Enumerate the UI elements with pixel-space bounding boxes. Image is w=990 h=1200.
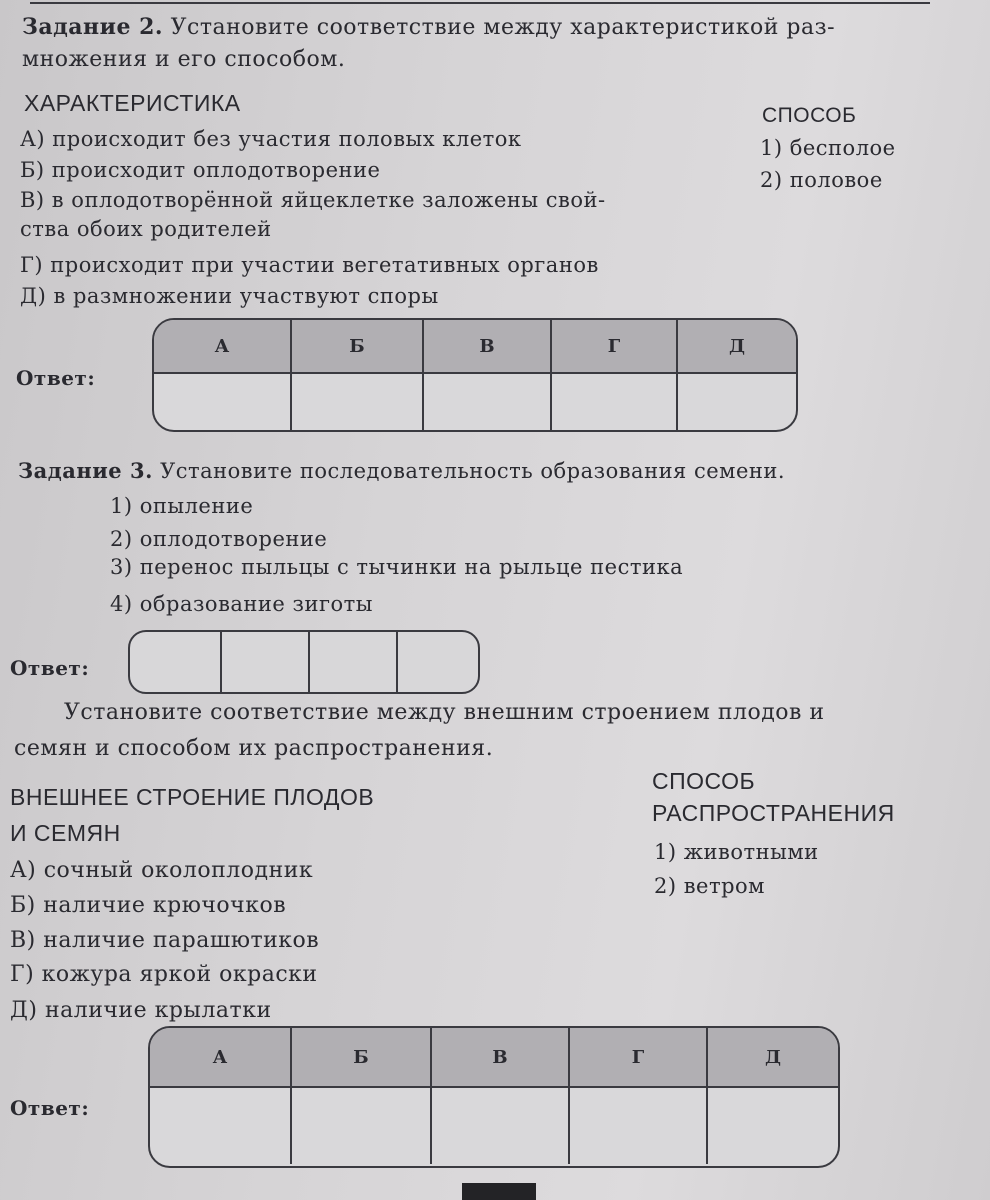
task4-col-e: Д: [764, 1046, 781, 1068]
task3-answer-label: Ответ:: [10, 656, 90, 680]
task4-answer-row: [150, 1088, 838, 1164]
task2-option-2: 2) половое: [760, 168, 883, 192]
task4-intro-line2: семян и способом их распространения.: [14, 736, 494, 761]
task4-left-header-1: ВНЕШНЕЕ СТРОЕНИЕ ПЛОДОВ: [10, 784, 375, 810]
task3-answer-cell-3[interactable]: [310, 632, 398, 692]
task3-item-1: 1) опыление: [110, 494, 254, 518]
task4-right-header-1: СПОСОБ: [652, 768, 756, 794]
task3-answer-cell-2[interactable]: [222, 632, 310, 692]
task4-item-d: Г) кожура яркой окраски: [10, 962, 318, 987]
task4-answer-cell-c[interactable]: [432, 1088, 570, 1164]
task4-item-b: Б) наличие крючочков: [10, 893, 287, 918]
task2-item-a: А) происходит без участия половых клеток: [20, 127, 522, 151]
task4-answer-cell-d[interactable]: [570, 1088, 708, 1164]
task2-option-1: 1) бесполое: [760, 136, 896, 160]
task2-item-c: В) в оплодотворённой яйцеклетке заложены свой-: [20, 188, 606, 212]
task2-item-d: Г) происходит при участии вегетативных органов: [20, 253, 599, 277]
task2-answer-row: [154, 374, 796, 430]
task3-item-3: 3) перенос пыльцы с тычинки на рыльце пестика: [110, 555, 684, 579]
task2-answer-cell-c[interactable]: [424, 374, 552, 430]
task2-answer-label: Ответ:: [16, 366, 96, 390]
task2-title-line1: [22, 14, 835, 40]
task3-answer-cell-1[interactable]: [130, 632, 222, 692]
task2-col-a: А: [154, 320, 292, 372]
task2-answer-cell-a[interactable]: [154, 374, 292, 430]
task2-answer-cell-d[interactable]: [552, 374, 678, 430]
task4-col-c: В: [432, 1028, 570, 1086]
task3-title: [18, 458, 785, 483]
task4-option-1: 1) животными: [654, 840, 819, 864]
top-rule: [30, 2, 930, 4]
page-edge-tab: [462, 1183, 536, 1200]
task2-answer-cell-b[interactable]: [292, 374, 424, 430]
task2-item-c-cont: ства обоих родителей: [20, 217, 272, 241]
task4-item-c: В) наличие парашютиков: [10, 928, 320, 953]
task3-item-4: 4) образование зиготы: [110, 592, 373, 616]
task2-col-d: Г: [552, 320, 678, 372]
task2-item-b: Б) происходит оплодотворение: [20, 158, 381, 182]
task2-title-line2: множения и его способом.: [22, 47, 346, 72]
task4-item-e: Д) наличие крылатки: [10, 998, 272, 1023]
task2-label: Задание 2.: [22, 14, 164, 40]
task4-col-b: Б: [292, 1028, 432, 1086]
task2-answer-cell-e[interactable]: [678, 374, 796, 430]
task4-answer-label: Ответ:: [10, 1096, 90, 1120]
task2-col-b: Б: [292, 320, 424, 372]
task2-col-c: В: [424, 320, 552, 372]
task2-item-e: Д) в размножении участвуют споры: [20, 284, 439, 308]
task4-right-header-2: РАСПРОСТРАНЕНИЯ: [652, 800, 895, 826]
task2-right-header: СПОСОБ: [762, 104, 857, 127]
task4-answer-cell-e[interactable]: [708, 1088, 838, 1164]
task2-col-e: Д: [728, 335, 745, 357]
task4-answer-cell-b[interactable]: [292, 1088, 432, 1164]
task4-col-a: А: [150, 1028, 292, 1086]
task4-left-header-2: И СЕМЯН: [10, 820, 121, 846]
task4-answer-cell-a[interactable]: [150, 1088, 292, 1164]
task2-table-header-row: [154, 320, 796, 374]
task3-answer-boxes: [128, 630, 480, 694]
task3-answer-cell-4[interactable]: [398, 632, 478, 692]
task3-item-2: 2) оплодотворение: [110, 527, 328, 551]
task4-intro-line1: Установите соответствие между внешним строением плодов и: [64, 700, 825, 725]
task3-label: Задание 3.: [18, 458, 153, 483]
task4-option-2: 2) ветром: [654, 874, 766, 898]
task4-table-header-row: [150, 1028, 838, 1088]
task2-answer-table: [152, 318, 798, 432]
task4-col-d: Г: [570, 1028, 708, 1086]
task4-answer-table: [148, 1026, 840, 1168]
task2-left-header: ХАРАКТЕРИСТИКА: [24, 90, 241, 116]
task4-item-a: А) сочный околоплодник: [10, 858, 314, 883]
task2-title-text: Установите соответствие между характеристикой раз-: [170, 15, 836, 40]
task3-title-text: Установите последовательность образования семени.: [160, 459, 786, 483]
